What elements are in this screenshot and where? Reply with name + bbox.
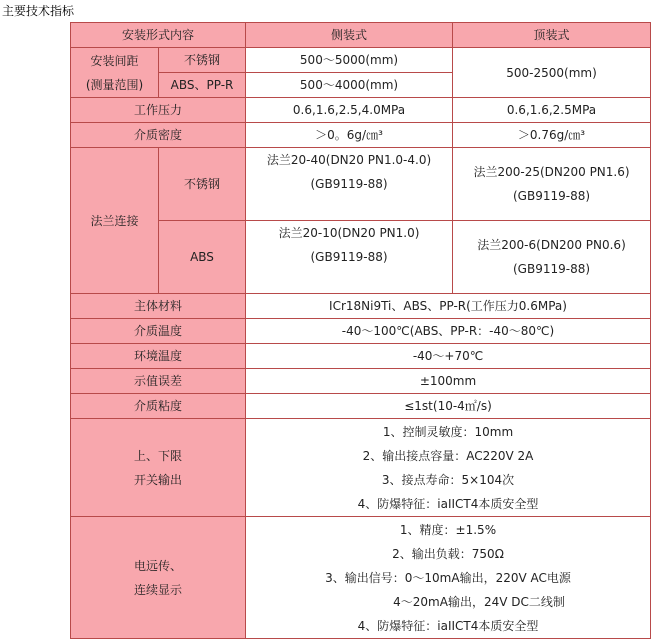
header-top-mount: 顶装式 [453,23,651,48]
table-row-viscosity [71,394,651,419]
table-row-error [71,369,651,394]
flange-ss-top [453,148,651,221]
limit-switch-label [71,419,246,517]
pressure-label: 工作压力 [71,98,246,123]
spacing-ss-label: 不锈钢 [159,48,246,73]
spacing-label-line2: (测量范围) [85,77,144,92]
remote-label-line1: 电远传、 [134,558,183,573]
spec-table [70,22,651,639]
table-row-ambient-temp [71,344,651,369]
spacing-abs-label: ABS、PP-R [159,73,246,98]
pressure-top: 0.6,1.6,2.5MPa [453,98,651,123]
error-label: 示值误差 [71,369,246,394]
limit-switch-item: 3、接点寿命：5×104次 [381,472,515,487]
limit-switch-item: 1、控制灵敏度：10mm [382,424,514,439]
flange-abs-side-line1: 法兰20-10(DN20 PN1.0) [278,226,420,240]
medium-temp-label: 介质温度 [71,319,246,344]
remote-label-line2: 连续显示 [134,582,183,597]
flange-abs-top-line1: 法兰200-6(DN200 PN0.6) [477,238,626,252]
ambient-temp-label: 环境温度 [71,344,246,369]
flange-abs-top [453,221,651,294]
table-row-limit-switch [71,419,651,517]
page-title: 主要技术指标 [2,4,75,18]
limit-switch-item: 2、输出接点容量：AC220V 2A [362,448,534,463]
table-row-material [71,294,651,319]
material-label: 主体材料 [71,294,246,319]
table-row-medium-temp [71,319,651,344]
error-value: ±100mm [246,369,651,394]
spacing-label [71,48,159,98]
remote-item: 4～20mA输出，24V DC二线制 [393,594,565,609]
limit-switch-item: 4、防爆特征：iaIICT4本质安全型 [357,496,539,511]
density-top: ＞0.76g/㎝³ [453,123,651,148]
table-row-remote [71,517,651,639]
density-label: 介质密度 [71,123,246,148]
flange-ss-side-line2: (GB9119-88) [310,177,388,191]
table-row-flange-ss [71,148,651,221]
table-row-density [71,123,651,148]
remote-item: 3、输出信号：0～10mA输出，220V AC电源 [325,570,571,585]
flange-ss-top-line1: 法兰200-25(DN200 PN1.6) [473,165,630,179]
flange-abs-top-line2: (GB9119-88) [512,262,591,276]
header-side-mount: 侧装式 [246,23,453,48]
flange-label: 法兰连接 [71,148,159,294]
density-side: ＞0。6g/㎝³ [246,123,453,148]
flange-ss-side-line1: 法兰20-40(DN20 PN1.0-4.0) [266,153,432,167]
flange-abs-side-line2: (GB9119-88) [310,250,388,264]
remote-items [246,517,651,639]
viscosity-label: 介质粘度 [71,394,246,419]
remote-item: 2、输出负载：750Ω [392,546,504,561]
flange-ss-top-line2: (GB9119-88) [512,189,591,203]
flange-ss-label: 不锈钢 [159,148,246,221]
limit-switch-label-line1: 上、下限 [134,448,183,463]
material-value: ICr18Ni9Ti、ABS、PP-R(工作压力0.6MPa) [246,294,651,319]
limit-switch-label-line2: 开关输出 [134,472,183,487]
pressure-side: 0.6,1.6,2.5,4.0MPa [246,98,453,123]
flange-abs-label: ABS [159,221,246,294]
table-row-header [71,23,651,48]
flange-ss-side [246,148,453,221]
spacing-ss-side: 500～5000(mm) [246,48,453,73]
spacing-top: 500-2500(mm) [453,48,651,98]
table-row-pressure [71,98,651,123]
remote-item: 4、防爆特征：iaIICT4本质安全型 [357,618,539,633]
ambient-temp-value: -40～+70℃ [246,344,651,369]
table-row-spacing-ss [71,48,651,73]
spacing-label-line1: 安装间距 [90,53,139,68]
header-content-type: 安装形式内容 [71,23,246,48]
flange-abs-side [246,221,453,294]
viscosity-value: ≤1st(10-4㎡/s) [246,394,651,419]
spacing-abs-side: 500～4000(mm) [246,73,453,98]
remote-label [71,517,246,639]
remote-item: 1、精度：±1.5% [399,522,497,537]
medium-temp-value: -40～100℃(ABS、PP-R：-40～80℃) [246,319,651,344]
limit-switch-items [246,419,651,517]
